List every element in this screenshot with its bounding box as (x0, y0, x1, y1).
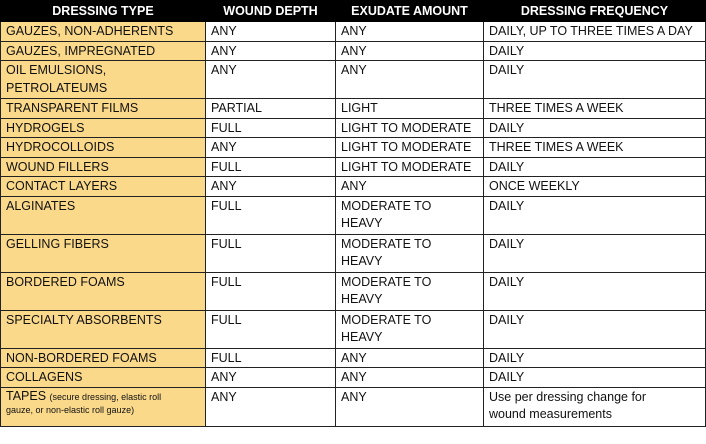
dressing-frequency-cell: DAILY (484, 196, 706, 234)
header-dressing-frequency: DRESSING FREQUENCY (484, 1, 706, 22)
wound-depth-cell: FULL (206, 348, 336, 368)
exudate-amount-cell (336, 234, 484, 272)
dressing-type-cell: COLLAGENS (1, 368, 206, 388)
dressing-frequency-cell: DAILY (484, 41, 706, 61)
wound-depth-cell: FULL (206, 310, 336, 348)
dressing-frequency-cell: DAILY (484, 157, 706, 177)
dressing-frequency-cell: DAILY (484, 310, 706, 348)
header-dressing-type: DRESSING TYPE (1, 1, 206, 22)
exudate-amount-cell: ANY (336, 368, 484, 388)
exudate-line: MODERATE TO (341, 198, 432, 213)
exudate-line: HEAVY (341, 330, 383, 344)
dressing-type-cell: HYDROGELS (1, 118, 206, 138)
dressing-type-cell: HYDROCOLLOIDS (1, 138, 206, 158)
wound-depth-cell: PARTIAL (206, 99, 336, 119)
dressing-type-cell: SPECIALTY ABSORBENTS (1, 310, 206, 348)
dressing-frequency-cell: THREE TIMES A WEEK (484, 138, 706, 158)
exudate-amount-cell: ANY (336, 22, 484, 42)
dressing-type-cell: GAUZES, NON-ADHERENTS (1, 22, 206, 42)
table-row (1, 368, 706, 388)
dressing-type-cell: GELLING FIBERS (1, 234, 206, 272)
table-header (1, 1, 706, 22)
dressing-type-cell: WOUND FILLERS (1, 157, 206, 177)
table-row (1, 196, 706, 234)
exudate-amount-cell: LIGHT TO MODERATE (336, 118, 484, 138)
table-row (1, 387, 706, 426)
exudate-line: MODERATE TO (341, 274, 432, 289)
exudate-amount-cell (336, 196, 484, 234)
dressing-type-cell: TRANSPARENT FILMS (1, 99, 206, 119)
table-row (1, 22, 706, 42)
exudate-amount-cell: LIGHT TO MODERATE (336, 157, 484, 177)
dressing-type-cell: GAUZES, IMPREGNATED (1, 41, 206, 61)
dressing-type-note: (secure dressing, elastic roll (49, 391, 162, 402)
exudate-amount-cell: LIGHT (336, 99, 484, 119)
exudate-line: HEAVY (341, 216, 383, 230)
table-row (1, 348, 706, 368)
dressing-type-cell (1, 387, 206, 426)
dressing-type-name: TAPES (6, 388, 47, 403)
wound-depth-cell: ANY (206, 368, 336, 388)
dressing-type-line: OIL EMULSIONS, (6, 63, 107, 77)
dressing-type-cell: NON-BORDERED FOAMS (1, 348, 206, 368)
dressing-frequency-cell: DAILY (484, 118, 706, 138)
table-row (1, 157, 706, 177)
exudate-amount-cell: ANY (336, 348, 484, 368)
dressing-frequency-cell: DAILY, UP TO THREE TIMES A DAY (484, 22, 706, 42)
exudate-line: HEAVY (341, 254, 383, 268)
dressing-type-cell: BORDERED FOAMS (1, 272, 206, 310)
wound-depth-cell: FULL (206, 234, 336, 272)
header-wound-depth: WOUND DEPTH (206, 1, 336, 22)
dressing-type-line (6, 390, 201, 404)
table-row (1, 61, 706, 99)
wound-depth-cell: FULL (206, 272, 336, 310)
wound-depth-cell: FULL (206, 118, 336, 138)
exudate-amount-cell (336, 310, 484, 348)
wound-depth-cell: ANY (206, 387, 336, 426)
wound-depth-cell: ANY (206, 41, 336, 61)
dressing-frequency-cell: DAILY (484, 234, 706, 272)
exudate-amount-cell: ANY (336, 61, 484, 99)
dressing-frequency-cell: DAILY (484, 348, 706, 368)
dressing-frequency-cell (484, 387, 706, 426)
dressing-type-note-line: gauze, or non-elastic roll gauze) (6, 404, 135, 415)
wound-depth-cell: ANY (206, 138, 336, 158)
dressing-frequency-cell: ONCE WEEKLY (484, 177, 706, 197)
dressing-frequency-cell: DAILY (484, 272, 706, 310)
dressing-type-cell: CONTACT LAYERS (1, 177, 206, 197)
dressing-frequency-cell: THREE TIMES A WEEK (484, 99, 706, 119)
table-row (1, 99, 706, 119)
header-exudate-amount: EXUDATE AMOUNT (336, 1, 484, 22)
frequency-line: wound measurements (489, 407, 612, 421)
table-row (1, 272, 706, 310)
table-row (1, 177, 706, 197)
exudate-amount-cell: ANY (336, 41, 484, 61)
table-row (1, 234, 706, 272)
wound-depth-cell: ANY (206, 61, 336, 99)
exudate-amount-cell (336, 272, 484, 310)
exudate-amount-cell: ANY (336, 177, 484, 197)
exudate-amount-cell: LIGHT TO MODERATE (336, 138, 484, 158)
table-row (1, 138, 706, 158)
wound-depth-cell: FULL (206, 157, 336, 177)
exudate-amount-cell: ANY (336, 387, 484, 426)
dressing-frequency-cell: DAILY (484, 61, 706, 99)
frequency-line: Use per dressing change for (489, 389, 647, 404)
dressing-type-line: PETROLATEUMS (6, 80, 108, 95)
dressing-type-cell (1, 61, 206, 99)
header-row (1, 1, 706, 22)
table-row (1, 310, 706, 348)
wound-depth-cell: ANY (206, 177, 336, 197)
dressing-type-cell: ALGINATES (1, 196, 206, 234)
exudate-line: MODERATE TO (341, 312, 432, 327)
table-row (1, 118, 706, 138)
wound-depth-cell: ANY (206, 22, 336, 42)
table-row (1, 41, 706, 61)
dressing-frequency-cell: DAILY (484, 368, 706, 388)
wound-depth-cell: FULL (206, 196, 336, 234)
exudate-line: HEAVY (341, 292, 383, 306)
table-body (1, 22, 706, 427)
exudate-line: MODERATE TO (341, 236, 432, 251)
